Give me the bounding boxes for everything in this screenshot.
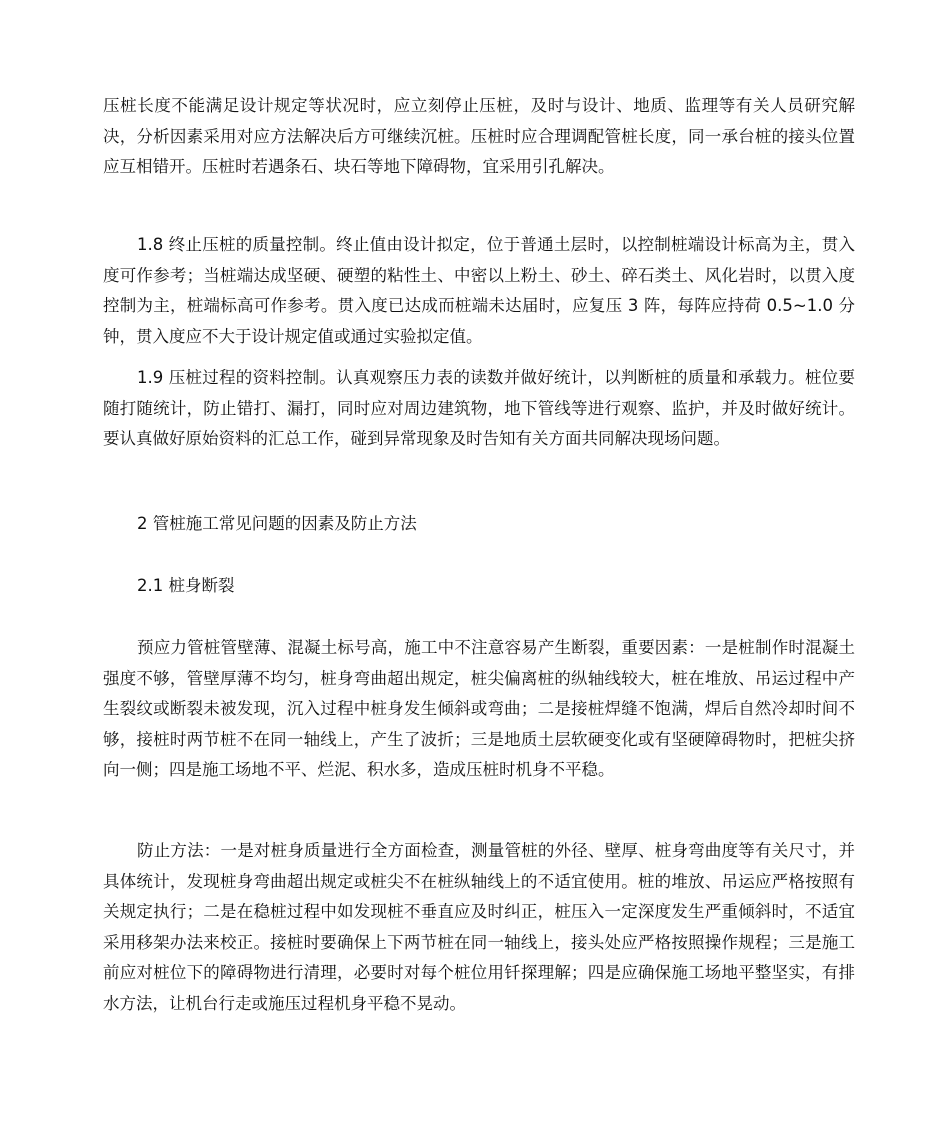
paragraph-pile-length: 压桩长度不能满足设计规定等状况时，应立刻停止压桩，及时与设计、地质、监理等有关人员研究解决，分析因素采用对应方法解决后方可继续沉桩。压桩时应合理调配管桩长度，同一承台桩的接头位置应互相错开。压桩时若遇条石、块石等地下障碍物，宜采用引孔解决。: [103, 96, 855, 176]
paragraph-1-9-records-control: 1.9 压桩过程的资料控制。认真观察压力表的读数并做好统计，以判断桩的质量和承载力。桩位要随打随统计，防止错打、漏打，同时应对周边建筑物，地下管线等进行观察、监护，并及时做好统计。要认真做好原始资料的汇总工作，碰到异常现象及时告知有关方面共同解决现场问题。: [103, 368, 855, 448]
paragraph-causes-of-fracture: 预应力管桩管壁薄、混凝土标号高，施工中不注意容易产生断裂，重要因素：一是桩制作时混凝土强度不够，管壁厚薄不均匀，桩身弯曲超出规定，桩尖偏离桩的纵轴线较大，桩在堆放、吊运过程中产生裂纹或断裂未被发现，沉入过程中桩身发生倾斜或弯曲；二是接桩焊缝不饱满，焊后自然冷却时间不够，接桩时两节桩不在同一轴线上，产生了波折；三是地质土层软硬变化或有坚硬障碍物时，把桩尖挤向一侧；四是施工场地不平、烂泥、积水多，造成压桩时机身不平稳。: [103, 638, 855, 779]
section-heading-2: 2 管桩施工常见问题的因素及防止方法: [137, 514, 417, 533]
subsection-heading-2-1: 2.1 桩身断裂: [137, 576, 235, 595]
paragraph-prevention-methods: 防止方法：一是对桩身质量进行全方面检查，测量管桩的外径、壁厚、桩身弯曲度等有关尺寸，并具体统计，发现桩身弯曲超出规定或桩尖不在桩纵轴线上的不适宜使用。桩的堆放、吊运应严格按照有关规定执行；二是在稳桩过程中如发现桩不垂直应及时纠正，桩压入一定深度发生严重倾斜时，不适宜采用移架办法来校正。接桩时要确保上下两节桩在同一轴线上，接头处应严格按照操作规程；三是施工前应对桩位下的障碍物进行清理，必要时对每个桩位用钎探理解；四是应确保施工场地平整坚实，有排水方法，让机台行走或施压过程机身平稳不晃动。: [103, 841, 855, 1013]
paragraph-1-8-termination-control: 1.8 终止压桩的质量控制。终止值由设计拟定，位于普通土层时，以控制桩端设计标高为主，贯入度可作参考；当桩端达成坚硬、硬塑的粘性土、中密以上粉土、砂土、碎石类土、风化岩时，以贯入度控制为主，桩端标高可作参考。贯入度已达成而桩端未达届时，应复压 3 阵，每阵应持荷 0.5~1.0 分钟，贯入度应不大于设计规定值或通过实验拟定值。: [103, 235, 855, 346]
